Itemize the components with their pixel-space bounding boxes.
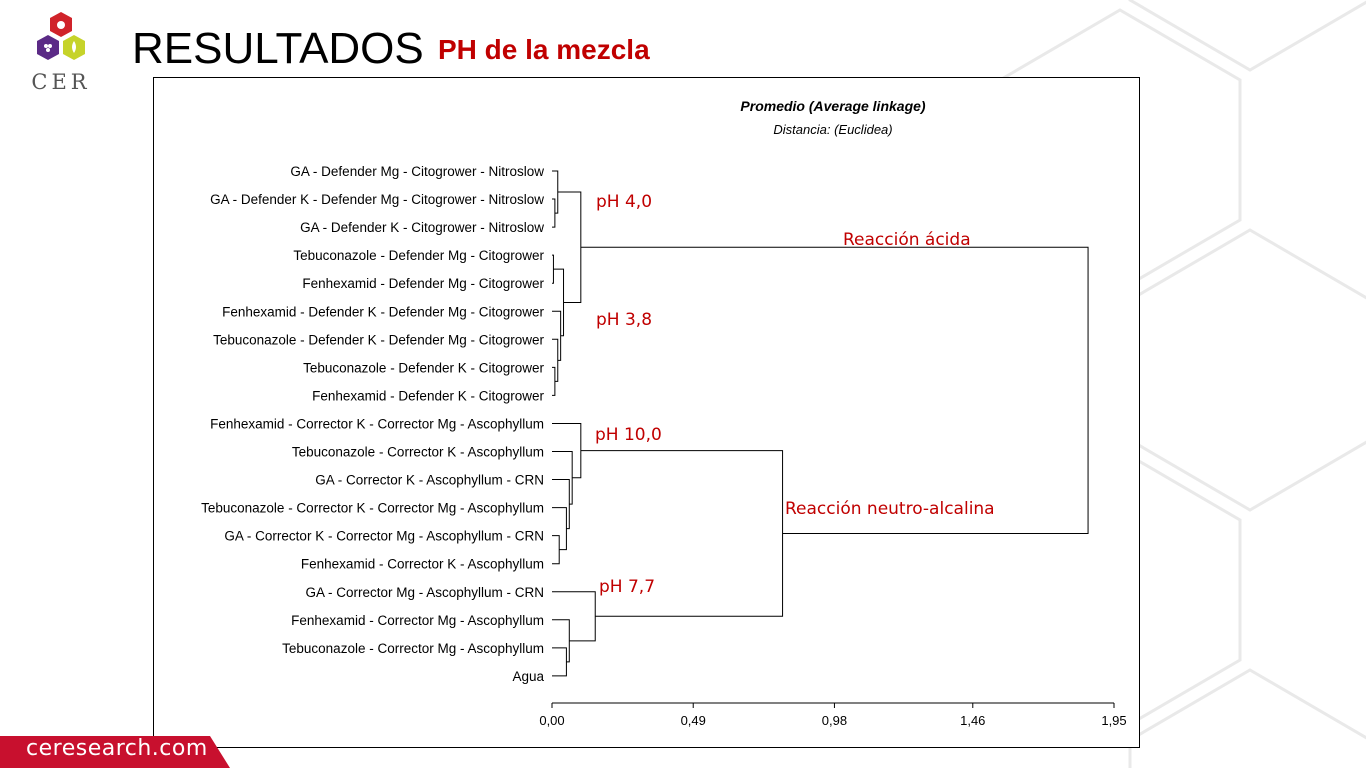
leaf-label: Fenhexamid - Corrector Mg - Ascophyllum [291, 612, 544, 628]
cluster-annotation: pH 4,0 [596, 192, 653, 212]
chart-title: Promedio (Average linkage) [740, 98, 926, 114]
logo-text: CER [31, 70, 91, 94]
leaf-label: Fenhexamid - Corrector K - Ascophyllum [300, 556, 544, 572]
cluster-annotation: Reacción ácida [843, 230, 971, 250]
dendrogram-link [553, 269, 563, 336]
dendrogram-link [552, 199, 555, 227]
dendrogram-link [552, 536, 559, 564]
dendrogram-link [552, 423, 581, 477]
leaf-label: Agua [512, 668, 544, 684]
dendrogram-link [558, 192, 581, 302]
dendrogram-link [552, 311, 561, 360]
leaf-label: Fenhexamid - Defender Mg - Citogrower [302, 276, 544, 292]
leaf-label: GA - Corrector K - Ascophyllum - CRN [315, 472, 544, 488]
x-axis-tick-label: 0,49 [680, 713, 706, 728]
leaf-label: GA - Corrector Mg - Ascophyllum - CRN [305, 584, 544, 600]
page-subtitle: PH de la mezcla [438, 34, 650, 65]
dendrogram-link [552, 592, 595, 641]
x-axis-tick-label: 1,95 [1101, 713, 1127, 728]
leaf-label: Fenhexamid - Corrector K - Corrector Mg - Ascophyllum [210, 416, 544, 432]
x-axis-tick-label: 0,00 [539, 713, 565, 728]
x-axis-tick-label: 1,46 [960, 713, 986, 728]
leaf-label: Tebuconazole - Corrector K - Corrector Mg - Ascophyllum [201, 500, 544, 516]
leaf-label: Fenhexamid - Defender K - Citogrower [312, 388, 544, 404]
leaf-label: Fenhexamid - Defender K - Defender Mg - Citogrower [222, 304, 544, 320]
dendrogram-link [552, 648, 566, 676]
footer-website: ceresearch.com [26, 736, 208, 761]
cluster-annotation: pH 7,7 [599, 577, 656, 597]
dendrogram-link [581, 247, 1088, 533]
page-title: RESULTADOS [132, 24, 424, 73]
leaf-label: GA - Defender K - Citogrower - Nitroslow [300, 220, 544, 236]
leaf-label: Tebuconazole - Corrector Mg - Ascophyllum [282, 640, 544, 656]
chart-subtitle: Distancia: (Euclidea) [773, 122, 893, 137]
cluster-annotation: Reacción neutro-alcalina [785, 499, 995, 519]
x-axis-tick-label: 0,98 [821, 713, 848, 728]
dendrogram-link [552, 367, 555, 395]
leaf-label: GA - Corrector K - Corrector Mg - Ascophyllum - CRN [224, 528, 544, 544]
leaf-label: Tebuconazole - Defender K - Defender Mg - Citogrower [213, 332, 544, 348]
cluster-annotation: pH 3,8 [596, 310, 653, 330]
leaf-label: Tebuconazole - Defender K - Citogrower [303, 360, 544, 376]
leaf-label: GA - Defender K - Defender Mg - Citogrower - Nitroslow [210, 192, 544, 208]
leaf-label: GA - Defender Mg - Citogrower - Nitroslow [290, 164, 544, 179]
cluster-annotation: pH 10,0 [595, 425, 662, 445]
leaf-label: Tebuconazole - Defender Mg - Citogrower [293, 248, 544, 264]
dendrogram-link [552, 255, 553, 283]
leaf-label: Tebuconazole - Corrector K - Ascophyllum [291, 444, 544, 460]
